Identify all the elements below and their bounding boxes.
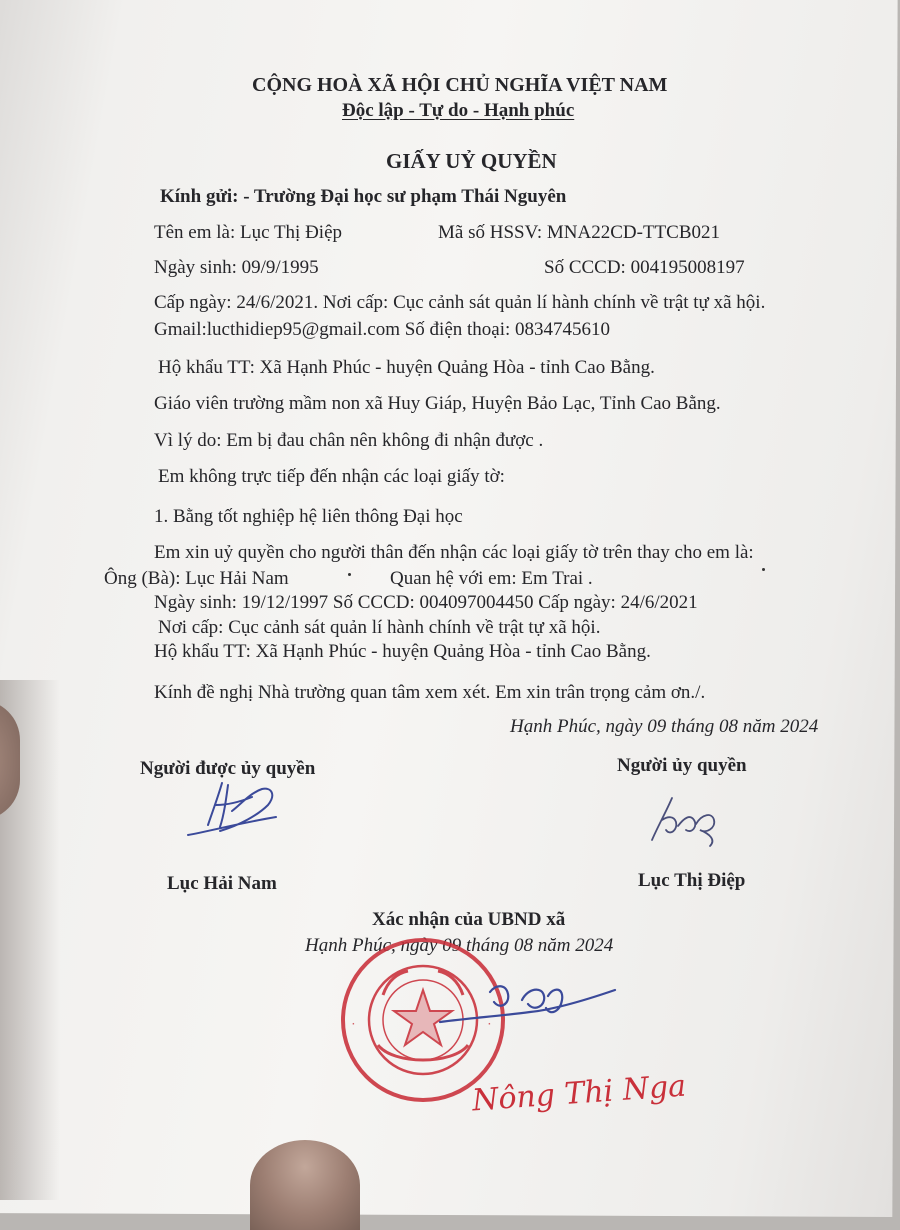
left-signature-scribble (180, 775, 290, 845)
left-signer-name: Lục Hải Nam (167, 873, 277, 894)
authorized-relation: Quan hệ với em: Em Trai . (390, 568, 593, 589)
item-1: 1. Bằng tốt nghiệp hệ liên thông Đại học (154, 506, 463, 527)
requester-residence: Hộ khẩu TT: Xã Hạnh Phúc - huyện Quảng Hòa - tỉnh Cao Bằng. (158, 357, 655, 378)
right-signer-name: Lục Thị Điệp (638, 870, 746, 891)
motto-header: Độc lập - Tự do - Hạnh phúc (342, 100, 575, 121)
recipient-line: Kính gửi: - Trường Đại học sư phạm Thái Nguyên (160, 186, 567, 207)
right-signature-label: Người ủy quyền (617, 755, 747, 776)
requester-student-id: Mã số HSSV: MNA22CD-TTCB021 (438, 222, 721, 243)
ink-dot (762, 568, 765, 571)
requester-issue: Cấp ngày: 24/6/2021. Nơi cấp: Cục cảnh sát quản lí hành chính về trật tự xã hội. (154, 292, 766, 313)
svg-text:·: · (352, 1019, 356, 1030)
official-signer-name: Nông Thị Nga (471, 1068, 688, 1119)
thumb (250, 1140, 360, 1230)
right-signature-scribble (640, 790, 730, 850)
authorized-name: Ông (Bà): Lục Hải Nam (104, 568, 289, 589)
authorized-id: Ngày sinh: 19/12/1997 Số CCCD: 004097004450 Cấp ngày: 24/6/2021 (154, 592, 698, 613)
svg-text:·: · (488, 1019, 492, 1030)
requester-cccd: Số CCCD: 004195008197 (544, 257, 745, 278)
authorized-issuer: Nơi cấp: Cục cảnh sát quản lí hành chính về trật tự xã hội. (158, 617, 601, 638)
official-signature-scribble (430, 972, 630, 1042)
nation-header: CỘNG HOÀ XÃ HỘI CHỦ NGHĨA VIỆT NAM (252, 74, 668, 96)
confirmation-date: Hạnh Phúc, ngày 09 tháng 08 năm 2024 (305, 935, 614, 956)
authorize-line: Em xin uỷ quyền cho người thân đến nhận các loại giấy tờ trên thay cho em là: (154, 542, 754, 563)
requester-name: Tên em là: Lục Thị Điệp (154, 222, 343, 243)
requester-job: Giáo viên trường mầm non xã Huy Giáp, Huyện Bảo Lạc, Tỉnh Cao Bằng. (154, 393, 721, 414)
authorized-residence: Hộ khẩu TT: Xã Hạnh Phúc - huyện Quảng Hòa - tỉnh Cao Bằng. (154, 641, 651, 662)
reason-line: Vì lý do: Em bị đau chân nên không đi nhận được . (154, 430, 544, 451)
closing-line: Kính đề nghị Nhà trường quan tâm xem xét. Em xin trân trọng cảm ơn./. (154, 682, 706, 703)
requester-dob: Ngày sinh: 09/9/1995 (154, 257, 319, 278)
confirmation-title: Xác nhận của UBND xã (372, 909, 566, 930)
left-signature-label: Người được ủy quyền (140, 758, 316, 779)
date-line: Hạnh Phúc, ngày 09 tháng 08 năm 2024 (510, 716, 819, 737)
requester-contact: Gmail:lucthidiep95@gmail.com Số điện thoại: 0834745610 (154, 319, 611, 340)
ink-dot (348, 573, 351, 576)
not-direct-line: Em không trực tiếp đến nhận các loại giấy tờ: (158, 466, 505, 487)
document-title: GIẤY UỶ QUYỀN (386, 149, 557, 173)
